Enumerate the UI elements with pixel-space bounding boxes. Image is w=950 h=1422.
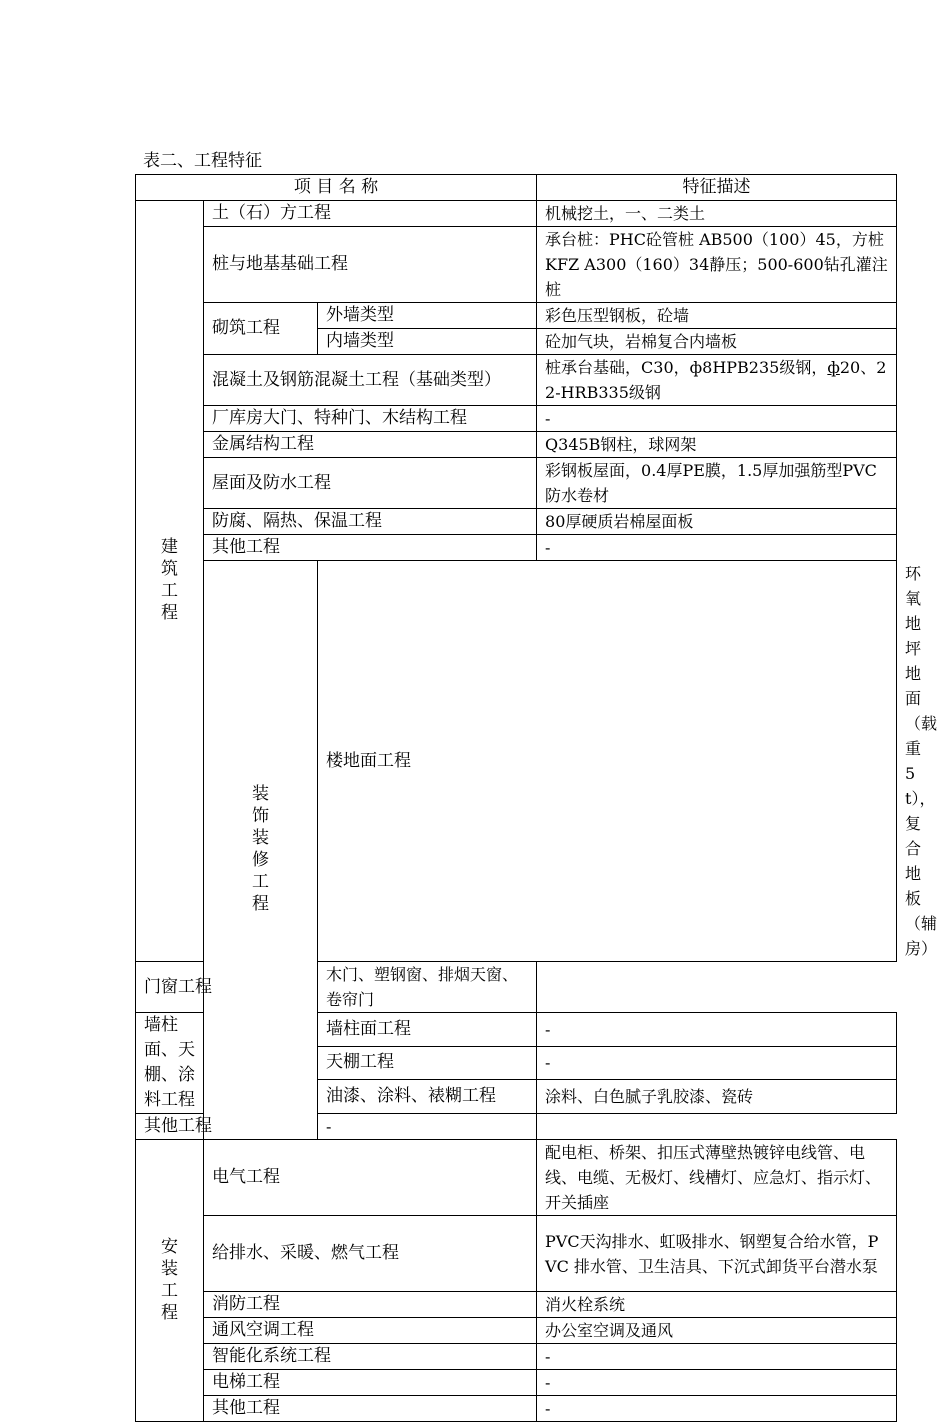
table-row (136, 1344, 897, 1370)
row-description: PVC天沟排水、虹吸排水、钢塑复合给水管，PVC 排水管、卫生洁具、下沉式卸货平台潜水泵 (537, 1216, 897, 1292)
row-description: - (537, 535, 897, 561)
table-row (136, 406, 897, 432)
description-part: 桩承台基础，C30，ф8HPB235级钢， (545, 358, 828, 377)
engineering-features-table (135, 174, 938, 1422)
table-row (136, 1318, 897, 1344)
table-row (136, 432, 897, 458)
table-row (136, 201, 897, 227)
table-row (136, 535, 897, 561)
row-description: 承台桩：PHC砼管桩 AB500（100）45，方桩KFZ A300（160）34静压；500-600钻孔灌注桩 (537, 227, 897, 303)
table-row (136, 509, 897, 535)
row-description: - (537, 1046, 897, 1080)
sub-row-name: 内墙类型 (318, 329, 537, 355)
row-name: 屋面及防水工程 (204, 458, 537, 509)
row-description: - (537, 1396, 897, 1422)
row-description: Q345B钢柱，球网架 (537, 432, 897, 458)
row-description: 木门、塑钢窗、排烟天窗、卷帘门 (318, 962, 537, 1013)
row-name: 混凝土及钢筋混凝土工程（基础类型） (204, 355, 537, 406)
table-row (136, 303, 897, 329)
row-description: - (537, 406, 897, 432)
row-description: - (537, 1370, 897, 1396)
table-row (136, 962, 897, 1013)
table-row (136, 458, 897, 509)
row-description: 砼加气块，岩棉复合内墙板 (537, 329, 897, 355)
row-description: 配电柜、桥架、扣压式薄壁热镀锌电线管、电线、电缆、无极灯、线槽灯、应急灯、指示灯、开关插座 (537, 1140, 897, 1216)
table-row (136, 1216, 897, 1292)
table-row (136, 355, 897, 406)
row-description: 消火栓系统 (537, 1292, 897, 1318)
table-row (136, 227, 897, 303)
table-row: 装饰装修工程 楼地面工程 环氧地坪地面（载重5t），复合地板（辅房） (136, 561, 897, 962)
sub-row-name: 油漆、涂料、裱糊工程 (318, 1080, 537, 1114)
row-name: 智能化系统工程 (204, 1344, 537, 1370)
rebar-symbol: ф (827, 358, 840, 377)
row-name: 桩与地基基础工程 (204, 227, 537, 303)
row-name: 电梯工程 (204, 1370, 537, 1396)
table-row (136, 1114, 897, 1140)
row-description (537, 355, 897, 406)
row-description: - (537, 1344, 897, 1370)
row-description: 彩色压型钢板，砼墙 (537, 303, 897, 329)
table-row (136, 1140, 897, 1216)
row-name: 其他工程 (204, 1396, 537, 1422)
row-description: 机械挖土，一、二类土 (537, 201, 897, 227)
row-description: 80厚硬质岩棉屋面板 (537, 509, 897, 535)
row-description: - (318, 1114, 537, 1140)
row-name: 墙柱面、天棚、涂料工程 (136, 1013, 204, 1114)
row-name: 金属结构工程 (204, 432, 537, 458)
row-name: 给排水、采暖、燃气工程 (204, 1216, 537, 1292)
row-name: 其他工程 (136, 1114, 318, 1140)
table-caption: 表二、工程特征 (143, 151, 262, 171)
sub-row-name: 外墙类型 (318, 303, 537, 329)
row-description: 办公室空调及通风 (537, 1318, 897, 1344)
row-name: 土（石）方工程 (204, 201, 537, 227)
row-description: 涂料、白色腻子乳胶漆、瓷砖 (537, 1080, 897, 1114)
row-name: 门窗工程 (136, 962, 318, 1013)
table-row (136, 1292, 897, 1318)
row-name: 楼地面工程 (318, 561, 897, 962)
header-feature-description: 特征描述 (537, 175, 897, 201)
table-row (136, 1370, 897, 1396)
row-name: 通风空调工程 (204, 1318, 537, 1344)
description-part: 20、22-HRB335级钢 (545, 358, 887, 402)
table-row (136, 1396, 897, 1422)
group-label-install: 安装工程 (136, 1140, 204, 1422)
row-name: 其他工程 (204, 535, 537, 561)
sub-row-name: 天棚工程 (318, 1046, 537, 1080)
row-description: - (537, 1013, 897, 1047)
group-label-decoration: 装饰装修工程 (204, 561, 318, 1140)
row-name: 厂库房大门、特种门、木结构工程 (204, 406, 537, 432)
row-name: 电气工程 (204, 1140, 537, 1216)
sub-row-name: 墙柱面工程 (318, 1013, 537, 1047)
row-name: 砌筑工程 (204, 303, 318, 355)
row-description: 彩钢板屋面，0.4厚PE膜，1.5厚加强筋型PVC防水卷材 (537, 458, 897, 509)
group-label-building: 建筑工程 (136, 201, 204, 962)
header-item-name: 项 目 名 称 (136, 175, 537, 201)
row-name: 消防工程 (204, 1292, 537, 1318)
row-name: 防腐、隔热、保温工程 (204, 509, 537, 535)
